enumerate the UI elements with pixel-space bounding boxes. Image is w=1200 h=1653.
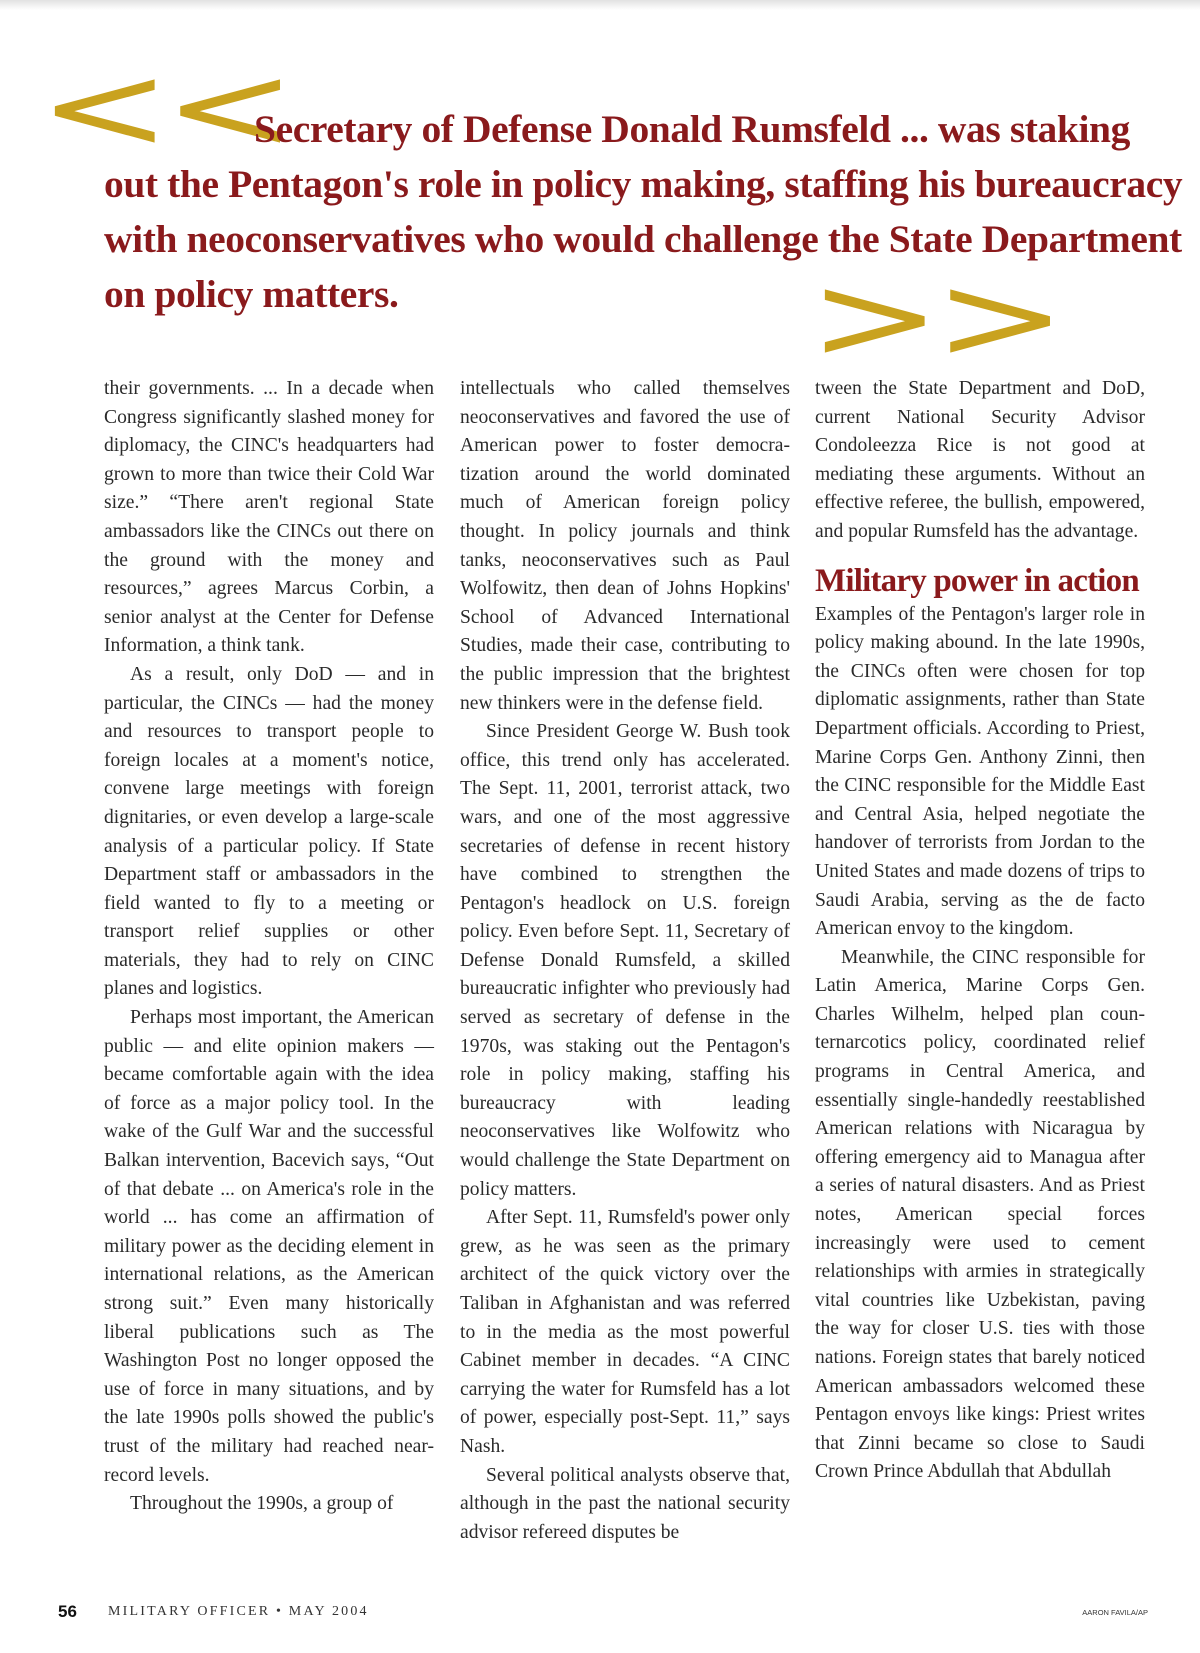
- photo-credit: AARON FAVILA/AP: [1082, 1608, 1148, 1617]
- close-quote-mark-icon: >>: [808, 248, 1059, 386]
- article-column-2: [460, 375, 790, 1547]
- paragraph: their governments. ... In a decade when Congress significantly slashed money for diplomacy, the CINC's headquarters had grown to more than twice their Cold War size.” “There aren't regional State ambassadors like the CINCs out there on the ground with the money and resources,” agrees Marcus Corbin, a senior analyst at the Center for Defense Information, a think tank.: [104, 378, 434, 657]
- paragraph: Several political analysts observe that, although in the past the national security advisor refereed disputes be: [460, 1464, 790, 1543]
- pull-quote: [0, 0, 1200, 386]
- page-number: 56: [58, 1602, 77, 1621]
- article-column-1: [104, 375, 434, 1519]
- paragraph: intellectuals who called themselves neoconservatives and favored the use of American power to foster democratization around the world dominated much of American foreign policy thought. In policy journals and think tanks, neoconservatives such as Paul Wolfowitz, then dean of Johns Hopkins' School of Advanced International Studies, made their case, contributing to the public impression that the brightest new thinkers were in the defense field.: [460, 378, 790, 714]
- paragraph: Perhaps most important, the American public — and elite opinion makers — became comfortable again with the idea of force as a major policy tool. In the wake of the Gulf War and the successful Balkan intervention, Bacevich says, “Out of that debate ... on America's role in the world ... has come an affirmation of military power as the deciding element in international relations, as the American strong suit.” Even many historically liberal publications such as The Washington Post no longer opposed the use of force in many situations, and by the late 1990s polls showed the public's trust of the military had reached near-record levels.: [104, 1007, 434, 1486]
- pull-quote-text: Secretary of Defense Donald Rumsfeld ... was staking out the Pentagon's role in policy making, staffing his bureaucracy with neoconservatives who would challenge the State Department on policy matters.: [104, 107, 1183, 316]
- paragraph: Meanwhile, the CINC responsible for Latin America, Marine Corps Gen. Charles Wilhelm, helped plan counternarcotics policy, coordinated relief programs in Central America, and essentially single-handedly reestablished American relations with Nicaragua by offering emergency aid to Managua after a series of natural disasters. And as Priest notes, American special forces increasingly were used to cement relationships with armies in strategically vital countries like Uzbekistan, paving the way for closer U.S. ties with those nations. Foreign states that barely noticed American ambassadors welcomed these Pentagon envoys like kings: Priest writes that Zinni became so close to Saudi Crown Prince Abdullah that Abdullah: [815, 946, 1145, 1483]
- paragraph: Throughout the 1990s, a group of: [130, 1493, 394, 1515]
- section-subhead: Military power in action: [815, 562, 1139, 599]
- paragraph: After Sept. 11, Rumsfeld's power only grew, as he was seen as the primary architect of the quick victory over the Taliban in Afghanistan and was referred to in the media as the most powerful Cabinet member in decades. “A CINC carrying the water for Rumsfeld has a lot of power, especially post-Sept. 11,” says Nash.: [460, 1207, 790, 1457]
- publication-folio: MILITARY OFFICER • MAY 2004: [108, 1604, 369, 1619]
- paragraph: Since President George W. Bush took office, this trend only has accelerated. The Sept. 11, 2001, terrorist attack, two wars, and one of the most aggressive secretaries of defense in recent history have combined to strengthen the Pentagon's headlock on U.S. foreign policy. Even before Sept. 11, Secretary of Defense Donald Rumsfeld, a skilled bureaucratic infighter who previously had served as secretary of defense in the 1970s, was staking out the Pentagon's role in policy making, staffing his bureaucracy with leading neoconservatives like Wolfowitz who would challenge the State Department on policy matters.: [460, 721, 790, 1200]
- paragraph: tween the State Department and DoD, current National Security Advisor Condoleezza Rice is not good at mediating these arguments. Without an effective referee, the bullish, empowered, and popular Rumsfeld has the advantage.: [815, 378, 1145, 542]
- page-footer: [0, 1598, 1200, 1638]
- paragraph: Examples of the Pentagon's larger role in policy making abound. In the late 1990s, the CINCs often were chosen for top diplomatic assignments, rather than State Department officials. According to Priest, Marine Corps Gen. Anthony Zinni, then the CINC responsible for the Middle East and Central Asia, helped negotiate the handover of terrorists from Jordan to the United States and made dozens of trips to Saudi Arabia, serving as the de facto American envoy to the kingdom.: [815, 603, 1145, 940]
- paragraph: As a result, only DoD — and in particular, the CINCs — had the money and resources to transport people to foreign locales at a moment's notice, convene large meetings with foreign dignitaries, or even develop a large-scale analysis of a particular policy. If State Department staff or ambassadors in the field wanted to fly to a meeting or transport relief supplies or other materials, they had to rely on CINC planes and logistics.: [104, 663, 434, 1000]
- open-quote-mark-icon: <<: [38, 38, 289, 176]
- article-column-3: [815, 375, 1145, 1487]
